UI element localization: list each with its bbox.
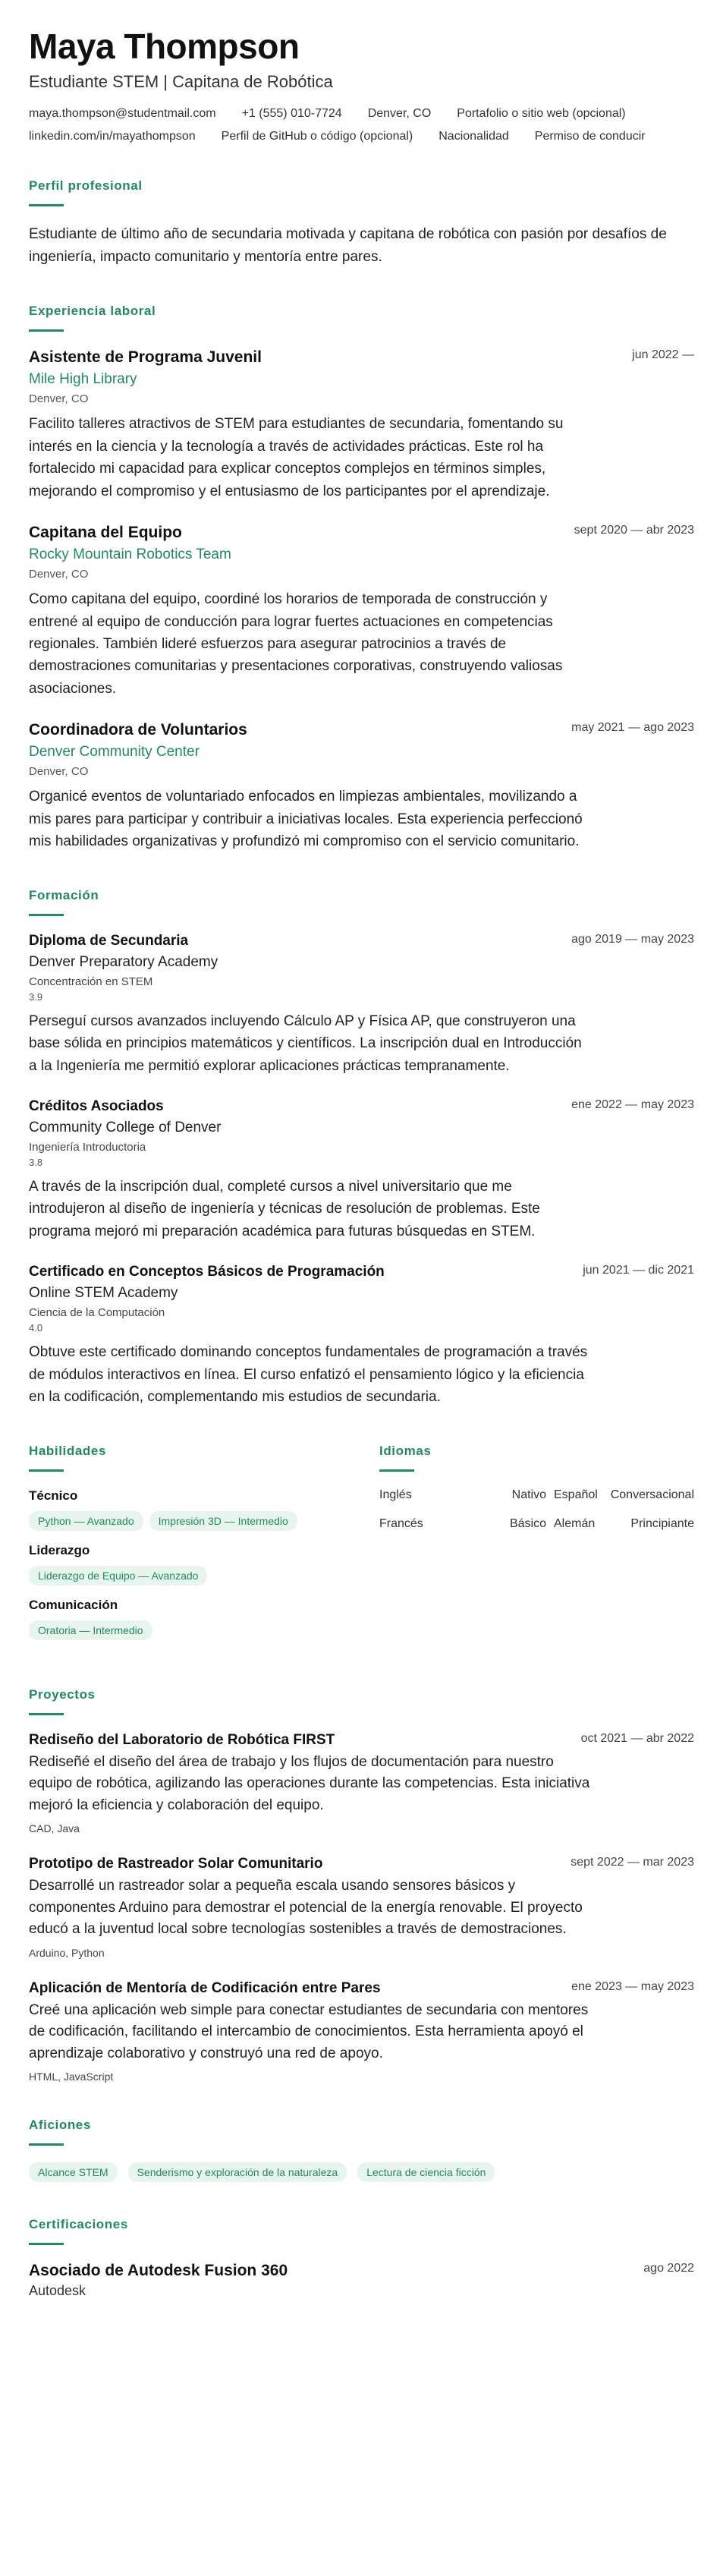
interest-chip: Lectura de ciencia ficción [357,2162,495,2182]
skill-chip: Python — Avanzado [29,1511,143,1531]
contact-location: Denver, CO [367,106,432,120]
language-level: Principiante [630,1516,694,1530]
language-level: Conversacional [610,1488,694,1501]
contact-list [29,107,694,143]
experience-entry [29,721,694,852]
education-dates: ene 2022 — may 2023 [571,1097,694,1111]
project-description: Rediseñé el diseño del área de trabajo y los flujos de documentación para nuestro equipo de robótica, agilizando las operaciones durante las competencias. Esta iniciativa mejoró la eficiencia y colaboración del equipo. [29,1753,590,1813]
section-divider [29,2143,64,2146]
certification-entry [29,2262,694,2299]
section-divider [29,1713,64,1715]
project-technologies: Arduino, Python [29,1946,105,1959]
project-entry [29,1732,694,1835]
profile-section [29,178,694,269]
certification-issuer: Autodesk [29,2283,86,2299]
job-location: Denver, CO [29,392,89,406]
interest-chip: Alcance STEM [29,2162,118,2182]
experience-section [29,304,694,852]
employer-name: Rocky Mountain Robotics Team [29,546,231,563]
degree-title: Créditos Asociados [29,1097,164,1114]
project-description: Creé una aplicación web simple para conectar estudiantes de secundaria con mentores de codificación, facilitando el intercambio de conocimientos. Esta herramienta apoyó el aprendizaje colaborativo y construyó una red de apoyo. [29,2001,589,2061]
job-title: Asistente de Programa Juvenil [29,348,262,367]
education-section [29,888,694,1409]
project-dates: sept 2022 — mar 2023 [571,1856,694,1869]
contact-linkedin[interactable]: linkedin.com/in/mayathompson [29,129,196,143]
languages-section [379,1444,694,1652]
job-title: Coordinadora de Voluntarios [29,721,247,739]
project-name: Rediseño del Laboratorio de Robótica FIRST [29,1731,335,1748]
certification-date: ago 2022 [643,2262,694,2275]
section-divider [29,204,64,206]
project-dates: oct 2021 — abr 2022 [580,1731,694,1745]
employer-name: Mile High Library [29,371,137,388]
education-dates: ago 2019 — may 2023 [571,932,694,946]
section-title: Idiomas [379,1443,432,1458]
job-dates: jun 2022 — [632,348,694,362]
skill-group [29,1598,379,1640]
language-row [379,1517,694,1531]
contact-portfolio[interactable]: Portafolio o sitio web (opcional) [457,106,626,120]
contact-email[interactable]: maya.thompson@studentmail.com [29,106,216,120]
project-entry [29,1856,694,1959]
institution-name: Community College of Denver [29,1119,222,1135]
contact-github[interactable]: Perfil de GitHub o código (opcional) [221,129,413,143]
study-area: Ciencia de la Computación [29,1306,165,1320]
skill-group-title: Liderazgo [29,1542,90,1557]
project-technologies: CAD, Java [29,1822,80,1835]
education-entry [29,1098,694,1242]
education-description: Obtuve este certificado dominando conceptos fundamentales de programación a través de módulos interactivos en línea. El curso enfatizó el pensamiento lógico y la eficiencia en la codificación, complementando mis estudios de secundaria. [29,1344,588,1406]
job-dates: may 2021 — ago 2023 [571,721,694,735]
education-dates: jun 2021 — dic 2021 [583,1264,694,1277]
interest-chip: Senderismo y exploración de la naturaleza [128,2162,347,2182]
gpa-score: 4.0 [29,1322,43,1334]
project-technologies: HTML, JavaScript [29,2071,114,2083]
section-divider [29,2243,64,2245]
job-description: Facilito talleres atractivos de STEM para estudiantes de secundaria, fomentando su interés en la ciencia y la tecnología a través de actividades prácticas. Este rol ha fortalecido mi capacidad para explicar conceptos complejos en términos simples, mejorando el compromiso y el entusiasmo de los participantes por el aprendizaje. [29,416,564,499]
section-divider [29,1469,64,1472]
job-description: Como capitana del equipo, coordiné los horarios de temporada de construcción y entrené al equipo de conducción para lograr fuertes actuaciones en competencias regionales. También lideré esfuerzos para asegurar patrocinios a través de demostraciones comunitarias y presentaciones corporativas, construyendo valiosas asociaciones. [29,591,563,697]
job-location: Denver, CO [29,568,89,581]
section-title: Habilidades [29,1443,107,1458]
section-title: Proyectos [29,1686,96,1702]
institution-name: Online STEM Academy [29,1285,178,1302]
skill-chip: Impresión 3D — Intermedio [149,1511,297,1531]
section-divider [29,914,64,916]
resume-header [29,27,694,143]
skill-group [29,1543,379,1586]
job-title: Capitana del Equipo [29,524,182,542]
gpa-score: 3.9 [29,990,43,1003]
skill-group-title: Técnico [29,1488,78,1503]
language-level: Nativo [511,1488,546,1501]
candidate-headline: Estudiante STEM | Capitana de Robótica [29,71,333,91]
language-name: Español [554,1488,598,1501]
skill-chip: Liderazgo de Equipo — Avanzado [29,1566,207,1586]
certifications-section [29,2217,694,2299]
study-area: Concentración en STEM [29,975,153,988]
language-level: Básico [509,1516,546,1530]
section-divider [379,1469,414,1472]
experience-entry [29,524,694,700]
education-entry [29,1264,694,1408]
education-entry [29,933,694,1077]
section-title: Formación [29,887,99,902]
section-title: Experiencia laboral [29,304,156,319]
employer-name: Denver Community Center [29,744,200,761]
projects-section [29,1687,694,2083]
language-name: Alemán [554,1516,596,1530]
language-name: Inglés [379,1488,412,1501]
job-dates: sept 2020 — abr 2023 [574,524,694,537]
section-title: Aficiones [29,2118,91,2133]
gpa-score: 3.8 [29,1156,43,1168]
education-description: A través de la inscripción dual, completé cursos a nivel universitario que me introdujeron al diseño de ingeniería y técnicas de resolución de problemas. Este programa mejoró mi preparación académica para futuras búsquedas en STEM. [29,1178,540,1239]
project-name: Prototipo de Rastreador Solar Comunitario [29,1856,323,1872]
contact-driving-license: Permiso de conducir [534,129,646,143]
skills-languages-row [29,1444,694,1652]
project-entry [29,1980,694,2083]
institution-name: Denver Preparatory Academy [29,953,218,970]
project-name: Aplicación de Mentoría de Codificación entre Pares [29,1979,381,1996]
section-divider [29,329,64,332]
skills-section [29,1444,379,1652]
contact-nationality: Nacionalidad [439,129,509,143]
interests-section [29,2118,694,2182]
project-dates: ene 2023 — may 2023 [571,1979,694,1993]
study-area: Ingeniería Introductoria [29,1140,146,1154]
job-description: Organicé eventos de voluntariado enfocados en limpiezas ambientales, movilizando a mis pares para participar y contribuir a iniciativas locales. Esta experiencia perfeccionó mis habilidades organizativas y profundizó mi compromiso con el servicio comunitario. [29,789,583,850]
degree-title: Diploma de Secundaria [29,932,189,949]
education-description: Perseguí cursos avanzados incluyendo Cálculo AP y Física AP, que construyeron una base sólida en principios matemáticos y científicos. La inscripción dual en Introducción a la Ingeniería me permitió explorar aplicaciones prácticas tempranamente. [29,1012,582,1074]
section-title: Perfil profesional [29,178,143,193]
language-name: Francés [379,1516,423,1530]
degree-title: Certificado en Conceptos Básicos de Programación [29,1264,385,1280]
job-location: Denver, CO [29,765,89,779]
skill-group [29,1488,379,1531]
skill-chip: Oratoria — Intermedio [29,1620,152,1640]
skill-group-title: Comunicación [29,1597,118,1612]
language-row [379,1488,694,1502]
experience-entry [29,348,694,502]
candidate-name: Maya Thompson [29,27,300,66]
certification-name: Asociado de Autodesk Fusion 360 [29,2262,288,2280]
contact-phone[interactable]: +1 (555) 010-7724 [241,106,342,120]
profile-summary: Estudiante de último año de secundaria motivada y capitana de robótica con pasión por desafíos de ingeniería, impacto comunitario y mentoría entre pares. [29,225,667,265]
section-title: Certificaciones [29,2217,128,2232]
project-description: Desarrollé un rastreador solar a pequeña escala usando sensores básicos y componentes Arduino para demostrar el potencial de la energía renovable. El proyecto educó a la juventud local sobre tecnologías sostenibles a través de demostraciones. [29,1878,583,1938]
